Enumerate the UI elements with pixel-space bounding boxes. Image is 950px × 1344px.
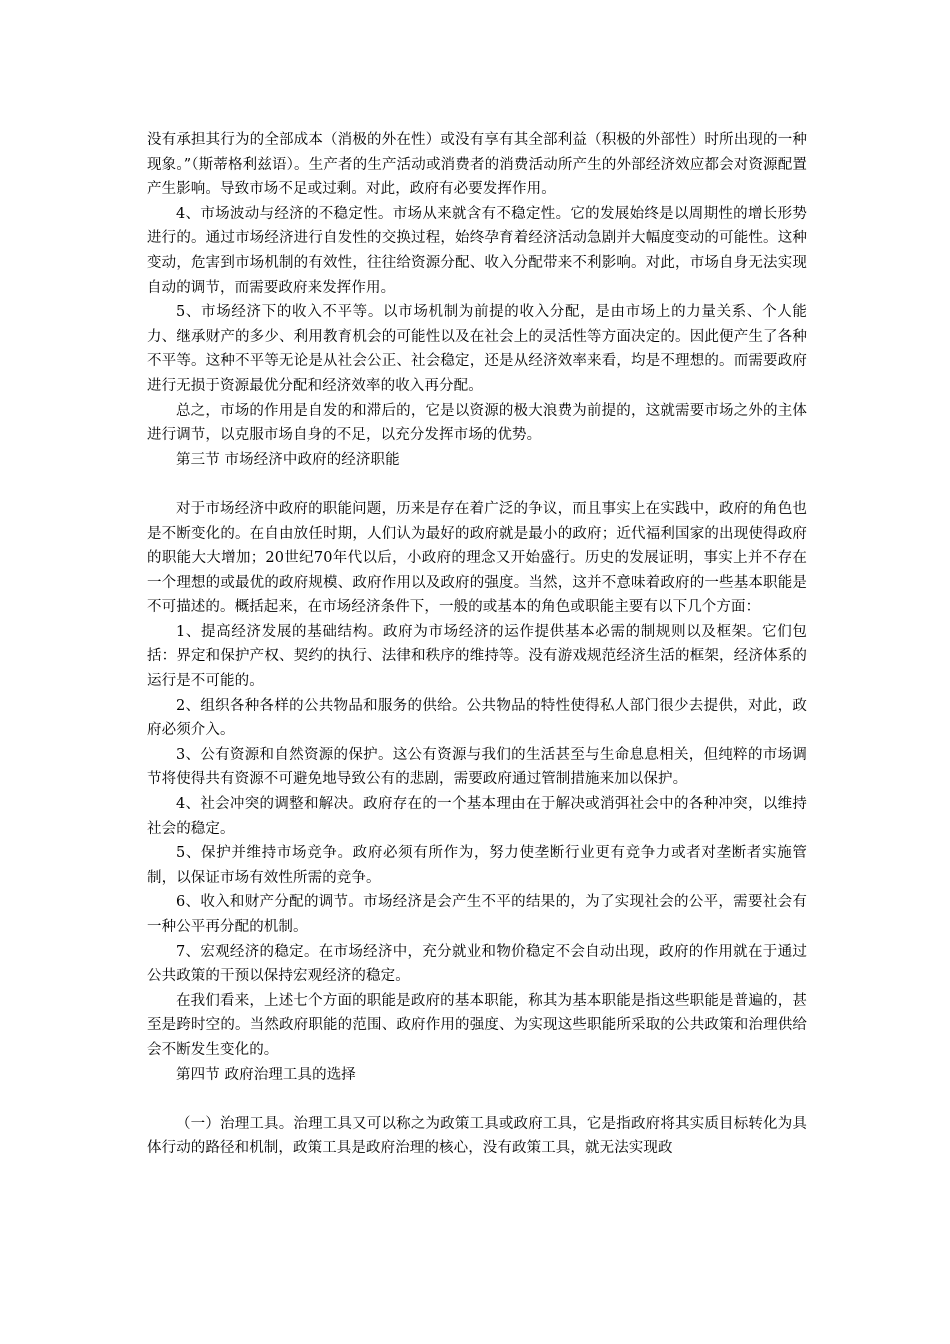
section-heading: 第四节 政府治理工具的选择 (176, 1066, 356, 1083)
body-paragraph: 5、市场经济下的收入不平等。以市场机制为前提的收入分配，是由市场上的力量关系、个人能力、继承财产的多少、利用教育机会的可能性以及在社会上的灵活性等方面决定的。因此便产生了各种不平等。这种不平等无论是从社会公正、社会稳定，还是从经济效率来看，均是不理想的。而需要政府进行无损于资源最优分配和经济效率的收入再分配。 (147, 304, 807, 394)
body-paragraph: 4、社会冲突的调整和解决。政府存在的一个基本理由在于解决或消弭社会中的各种冲突，以维持社会的稳定。 (147, 796, 807, 837)
body-paragraph: 7、宏观经济的稳定。在市场经济中，充分就业和物价稳定不会自动出现，政府的作用就在于通过公共政策的干预以保持宏观经济的稳定。 (147, 943, 807, 985)
body-paragraph: 1、提高经济发展的基础结构。政府为市场经济的运作提供基本必需的制规则以及框架。它们包括：界定和保护产权、契约的执行、法律和秩序的维持等。没有游戏规范经济生活的框架，经济体系的运行是不可能的。 (147, 623, 807, 690)
blank-line (147, 1087, 807, 1112)
blank-line (147, 472, 807, 497)
body-paragraph: 总之，市场的作用是自发的和滞后的，它是以资源的极大浪费为前提的，这就需要市场之外的主体进行调节，以克服市场自身的不足，以充分发挥市场的优势。 (147, 402, 807, 444)
body-paragraph: 在我们看来，上述七个方面的职能是政府的基本职能，称其为基本职能是指这些职能是普遍的，甚至是跨时空的。当然政府职能的范围、政府作用的强度、为实现这些职能所采取的公共政策和治理供给会不断发生变化的。 (147, 992, 807, 1058)
body-paragraph: （一）治理工具。治理工具又可以称之为政策工具或政府工具，它是指政府将其实质目标转化为具体行动的路径和机制，政策工具是政府治理的核心，没有政策工具，就无法实现政 (147, 1115, 807, 1157)
body-paragraph: 2、组织各种各样的公共物品和服务的供给。公共物品的特性使得私人部门很少去提供，对此，政府必须介入。 (147, 697, 807, 739)
body-paragraph: 4、市场波动与经济的不稳定性。市场从来就含有不稳定性。它的发展始终是以周期性的增长形势进行的。通过市场经济进行自发性的交换过程，始终孕育着经济活动急剧并大幅度变动的可能性。这种变动，危害到市场机制的有效性，往往给资源分配、收入分配带来不利影响。对此，市场自身无法实现自动的调节，而需要政府来发挥作用。 (147, 205, 807, 296)
section-heading: 第三节 市场经济中政府的经济职能 (176, 451, 400, 468)
body-paragraph: 对于市场经济中政府的职能问题，历来是存在着广泛的争议，而且事实上在实践中，政府的角色也是不断变化的。在自由放任时期，人们认为最好的政府就是最小的政府；近代福利国家的出现使得政府的职能大大增加；20世纪70年代以后，小政府的理念又开始盛行。历史的发展证明，事实上并不存在一个理想的或最优的政府规模、政府作用以及政府的强度。当然，这并不意味着政府的一些基本职能是不可描述的。概括起来，在市场经济条件下，一般的或基本的角色或职能主要有以下几个方面： (147, 500, 807, 616)
body-paragraph: 6、收入和财产分配的调节。市场经济是会产生不平的结果的，为了实现社会的公平，需要社会有一种公平再分配的机制。 (147, 894, 807, 935)
document-body (147, 128, 807, 1161)
body-paragraph: 3、公有资源和自然资源的保护。这公有资源与我们的生活甚至与生命息息相关，但纯粹的市场调节将使得共有资源不可避免地导致公有的悲剧，需要政府通过管制措施来加以保护。 (147, 746, 807, 788)
body-paragraph: 5、保护并维持市场竞争。政府必须有所作为，努力使垄断行业更有竞争力或者对垄断者实施管制，以保证市场有效性所需的竞争。 (147, 845, 807, 886)
body-paragraph-continued: 没有承担其行为的全部成本（消极的外在性）或没有享有其全部利益（积极的外部性）时所出现的一种现象。”（斯蒂格利兹语）。生产者的生产活动或消费者的消费活动所产生的外部经济效应都会对资源配置产生影响。导致市场不足或过剩。对此，政府有必要发挥作用。 (147, 132, 807, 198)
